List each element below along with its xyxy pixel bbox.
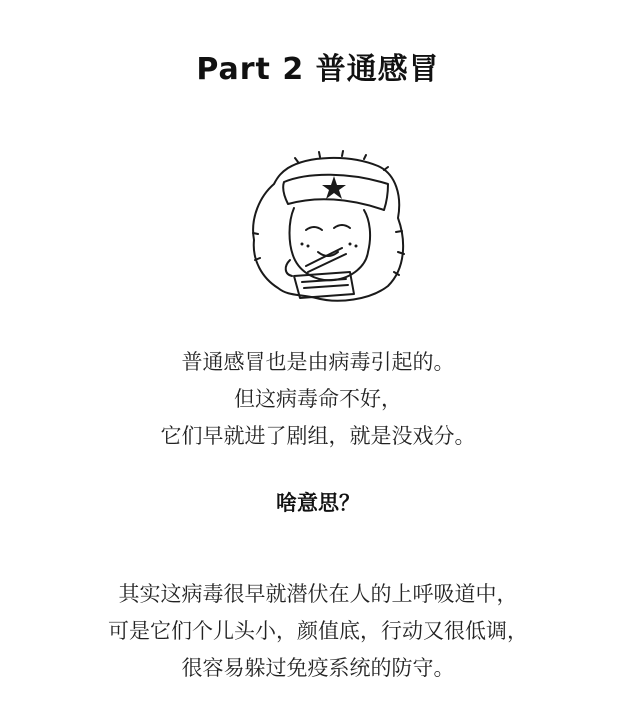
paragraph-line: 但这病毒命不好，: [234, 387, 402, 411]
question-text: 啥意思？: [276, 491, 360, 515]
paragraph-intro: [0, 344, 636, 455]
paragraph-line: 可是它们个儿头小，颜值底，行动又很低调，: [108, 619, 528, 643]
fur-hat-cartoon-face-eating-icon: [238, 148, 410, 310]
paragraph-line: 普通感冒也是由病毒引起的。: [181, 350, 455, 374]
paragraph-line: 它们早就进了剧组，就是没戏分。: [160, 424, 476, 448]
paragraph-line: 很容易躲过免疫系统的防守。: [181, 656, 455, 680]
paragraph-explanation: [0, 576, 636, 687]
section-heading: Part 2 普通感冒: [196, 52, 440, 87]
paragraph-line: 其实这病毒很早就潜伏在人的上呼吸道中，: [118, 582, 518, 606]
